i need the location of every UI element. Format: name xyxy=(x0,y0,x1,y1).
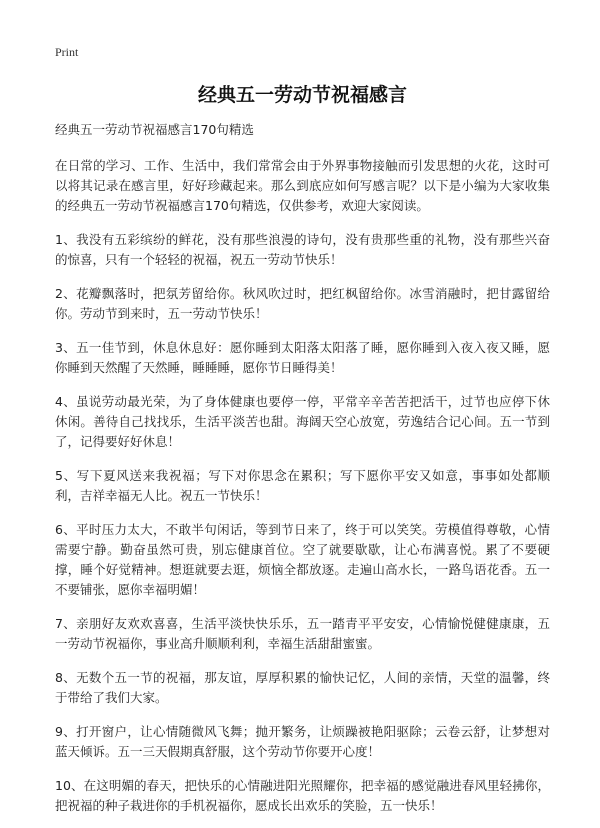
blessing-item-1: 1、我没有五彩缤纷的鲜花，没有那些浪漫的诗句，没有贵那些重的礼物，没有那些兴奋的惊喜，只有一个轻轻的祝福，祝五一劳动节快乐！ xyxy=(55,232,550,267)
blessing-item-9: 9、打开窗户，让心情随微风飞舞；抛开繁务，让烦躁被艳阳驱除；云卷云舒，让梦想对蓝天倾诉。五一三天假期真舒服，这个劳动节你要开心度！ xyxy=(55,724,550,759)
page-title: 经典五一劳动节祝福感言 xyxy=(197,84,407,106)
print-link[interactable]: Print xyxy=(55,45,79,59)
blessing-item-7: 7、亲朋好友欢欢喜喜，生活平淡快快乐乐，五一踏青平平安安，心情愉悦健健康康，五一劳动节祝福你，事业高升顺顺利利，幸福生活甜甜蜜蜜。 xyxy=(55,616,550,651)
blessing-item-8: 8、无数个五一节的祝福，那友谊，厚厚积累的愉快记忆，人间的亲情，天堂的温馨，终于带给了我们大家。 xyxy=(55,670,550,705)
blessing-item-3: 3、五一佳节到，休息休息好：愿你睡到太阳落太阳落了睡，愿你睡到入夜入夜又睡，愿你睡到天然醒了天然睡，睡睡睡，愿你节日睡得美！ xyxy=(55,340,550,375)
document-subtitle: 经典五一劳动节祝福感言170句精选 xyxy=(55,122,254,137)
blessing-item-6: 6、平时压力太大，不敢半句闲话，等到节日来了，终于可以笑笑。劳模值得尊敬，心情需要宁静。勤奋虽然可贵，别忘健康首位。空了就要歇歇，让心布满喜悦。累了不要硬撑，睡个好觉精神。想逛就要去逛，烦恼全都放逐。走遍山高水长，一路鸟语花香。五一不要铺张，愿你幸福明媚！ xyxy=(55,522,550,597)
blessing-item-5: 5、写下夏风送来我祝福；写下对你思念在累积；写下愿你平安又如意，事事如处都顺利，吉祥幸福无人比。祝五一节快乐！ xyxy=(55,468,550,503)
blessing-item-10: 10、在这明媚的春天，把快乐的心情融进阳光照耀你，把幸福的感觉融进春风里轻拂你，把祝福的种子栽进你的手机祝福你，愿成长出欢乐的笑脸，五一快乐！ xyxy=(55,778,550,813)
blessing-item-4: 4、虽说劳动最光荣，为了身体健康也要停一停，平常辛辛苦苦把活干，过节也应停下休休闲。善待自己找找乐，生活平淡苦也甜。海阔天空心放宽，劳逸结合记心间。五一节到了，记得要好好休息！ xyxy=(55,394,550,449)
blessing-item-2: 2、花瓣飘落时，把氛芳留给你。秋风吹过时，把红枫留给你。冰雪消融时，把甘露留给你。劳动节到来时，五一劳动节快乐！ xyxy=(55,286,550,321)
intro-paragraph: 在日常的学习、工作、生活中，我们常常会由于外界事物接触而引发思想的火花，这时可以将其记录在感言里，好好珍藏起来。那么到底应如何写感言呢？以下是小编为大家收集的经典五一劳动节祝福感言170句精选，仅供参考，欢迎大家阅读。 xyxy=(55,158,550,213)
